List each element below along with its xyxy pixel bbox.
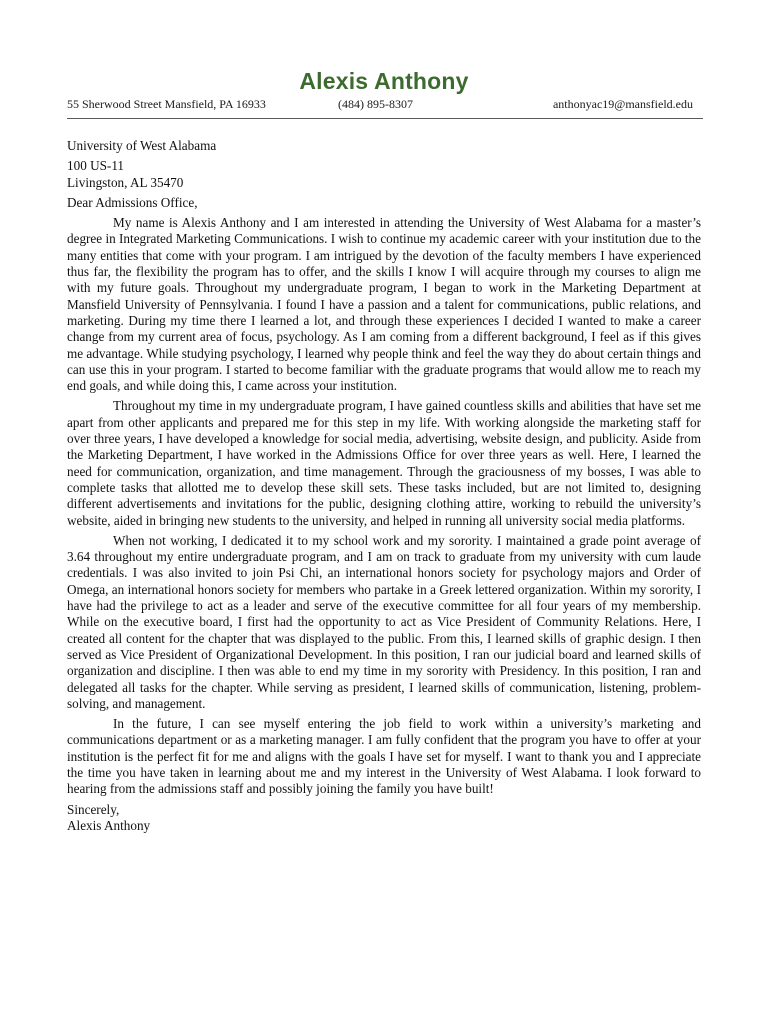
contact-line xyxy=(67,97,701,113)
paragraph-1: My name is Alexis Anthony and I am interested in attending the University of West Alabama for a master’s degree in Integrated Marketing Communications. I wish to continue my academic career with your institution due to the many entities that come with your program. I am intrigued by the devotion of the faculty members I have experienced thus far, the flexibility the program has to offer, and the skills I know I will acquire through my courses to align me with my future goals. Throughout my undergraduate program, I began to work in the Marketing Department at Mansfield University of Pennsylvania. I found I have a passion and a talent for communications, public relations, and marketing. During my time there I learned a lot, and through these experiences I decided I wanted to make a career change from my current area of focus, psychology. As I am coming from a different background, I feel as if this gives me advantage. While studying psychology, I learned why people think and feel the way they do about certain things and can use this in your program. I started to become familiar with the graduate programs that would allow me to reach my end goals, and while doing this, I came across your institution. xyxy=(67,215,701,394)
signature-name: Alexis Anthony xyxy=(67,817,151,833)
contact-email: anthonyac19@mansfield.edu xyxy=(552,97,693,111)
recipient-street: 100 US-11 xyxy=(67,158,125,174)
closing: Sincerely, xyxy=(67,801,120,817)
paragraph-4: In the future, I can see myself entering the job field to work within a university’s marketing and communications department or as a marketing manager. I am fully confident that the program you have to offer at your institution is the perfect fit for me and aligns with the goals I have set for myself. I want to thank you and I appreciate the time you have taken in learning about me and my interest in the University of West Alabama. I look forward to hearing from the admissions staff and possibly joining the family you have built! xyxy=(67,716,701,797)
recipient-city: Livingston, AL 35470 xyxy=(67,174,184,190)
letter-body xyxy=(67,138,701,834)
salutation: Dear Admissions Office, xyxy=(67,194,198,210)
paragraph-2: Throughout my time in my undergraduate program, I have gained countless skills and abilities that have set me apart from other applicants and prepared me for this step in my life. With working alongside the marketing staff for over three years, I have developed a knowledge for social media, advertising, website design, and publicity. Aside from the Marketing Department, I have worked in the Admissions Office for over three years as well. Here, I learned the need for communication, organization, and time management. Through the graciousness of my bosses, I was able to complete tasks that allotted me to develop these skill sets. These tasks included, but are not limited to, designing different advertisements and invitations for the public, designing clothing attire, working to rebuild the university’s website, aided in bringing new students to the university, and helped in running all university social media platforms. xyxy=(67,398,701,528)
applicant-name: Alexis Anthony xyxy=(299,68,469,94)
recipient-institution: University of West Alabama xyxy=(67,138,217,153)
paragraph-3: When not working, I dedicated it to my school work and my sorority. I maintained a grade point average of 3.64 throughout my entire undergraduate program, and I am on track to graduate from my university with cum laude credentials. I was also invited to join Psi Chi, an international honors society for psychology majors and Order of Omega, an international honors society for members who partake in a Greek lettered organization. Within my sorority, I have had the privilege to act as a leader and serve of the executive committee for all four years of my membership. While on the executive board, I first had the opportunity to act as Vice President of Community Relations. Here, I created all content for the chapter that was displayed to the public. From this, I learned skills of graphic design. I then served as Vice President of Organizational Development. In this position, I ran our judicial board and learned skills of organization and discipline. I then was able to end my time in my sorority with Presidency. In this position, I ran and delegated all tasks for the chapter. While serving as president, I learned skills of communication, listening, problem-solving, and management. xyxy=(67,532,701,711)
contact-phone: (484) 895-8307 xyxy=(338,97,413,111)
contact-address: 55 Sherwood Street Mansfield, PA 16933 xyxy=(67,97,266,111)
recipient-address xyxy=(67,158,701,191)
header-divider xyxy=(67,118,703,119)
